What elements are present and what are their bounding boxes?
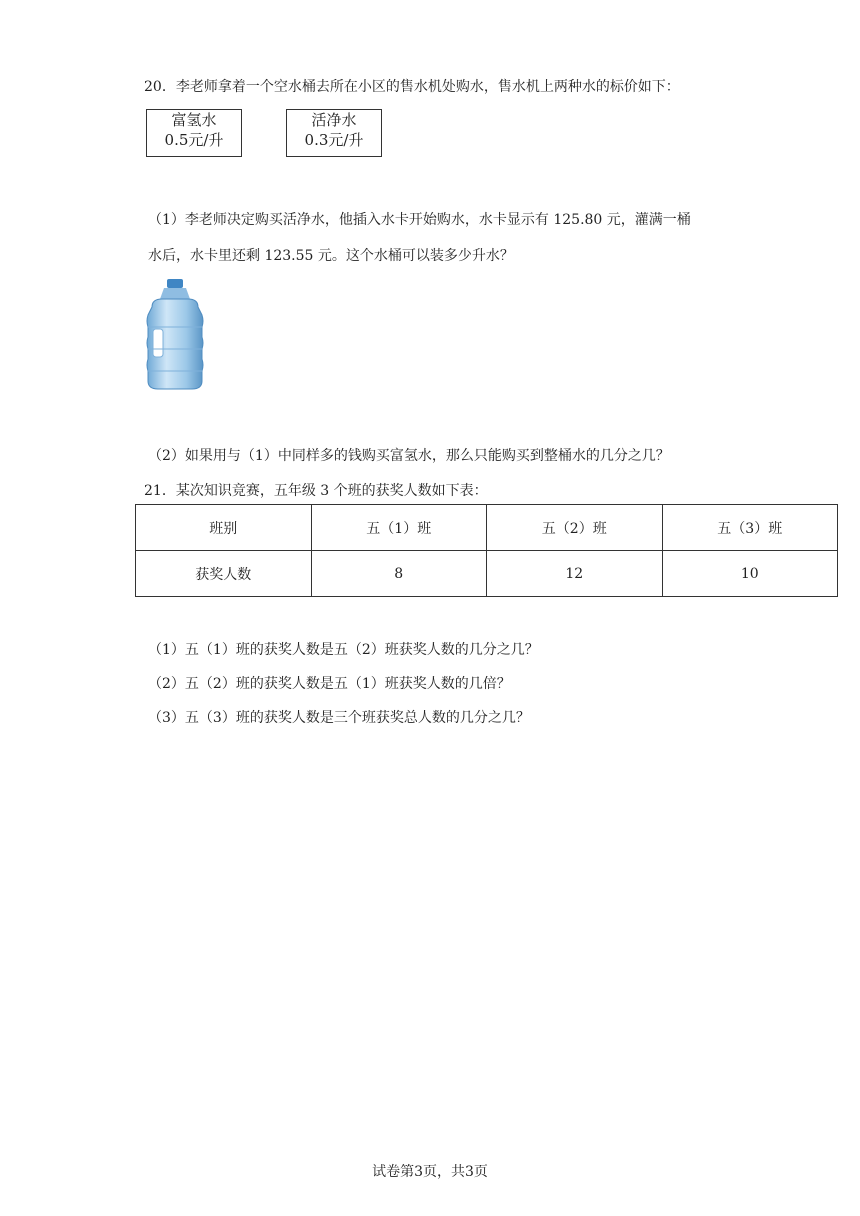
table-cell: 班别 (136, 505, 312, 551)
question-20-part1-line2: 水后，水卡里还剩 123.55 元。这个水桶可以装多少升水？ (148, 248, 514, 264)
question-21-part3: （3）五（3）班的获奖人数是三个班获奖总人数的几分之几？ (148, 710, 530, 726)
water-jug-icon (140, 277, 210, 393)
table-cell: 获奖人数 (136, 551, 312, 597)
table-cell: 12 (487, 551, 663, 597)
price-tag-name: 富氢水 (171, 111, 217, 129)
table-cell: 8 (311, 551, 487, 597)
question-21-stem: 21．某次知识竞赛，五年级 3 个班的获奖人数如下表： (144, 483, 488, 499)
question-21-part2: （2）五（2）班的获奖人数是五（1）班获奖人数的几倍？ (148, 676, 511, 692)
table-row (136, 551, 838, 597)
question-20-part1-line1: （1）李老师决定购买活净水，他插入水卡开始购水，水卡显示有 125.80 元，灌满一桶 (148, 212, 691, 228)
price-tag-name: 活净水 (311, 111, 357, 129)
price-tag-fuqing (146, 109, 242, 157)
question-21-part1: （1）五（1）班的获奖人数是五（2）班获奖人数的几分之几？ (148, 642, 539, 658)
table-cell: 五（3）班 (662, 505, 838, 551)
price-tag-huojing (286, 109, 382, 157)
price-tag-price: 0.5元/升 (164, 131, 224, 149)
table-cell: 五（1）班 (311, 505, 487, 551)
table-cell: 五（2）班 (487, 505, 663, 551)
question-20-part2: （2）如果用与（1）中同样多的钱购买富氢水，那么只能购买到整桶水的几分之几？ (148, 448, 670, 464)
table-header-row (136, 505, 838, 551)
awards-table (135, 504, 838, 597)
table-cell: 10 (662, 551, 838, 597)
page-footer: 试卷第3页，共3页 (372, 1164, 488, 1180)
question-20-stem: 20．李老师拿着一个空水桶去所在小区的售水机处购水，售水机上两种水的标价如下： (144, 79, 680, 95)
price-tag-price: 0.3元/升 (304, 131, 364, 149)
